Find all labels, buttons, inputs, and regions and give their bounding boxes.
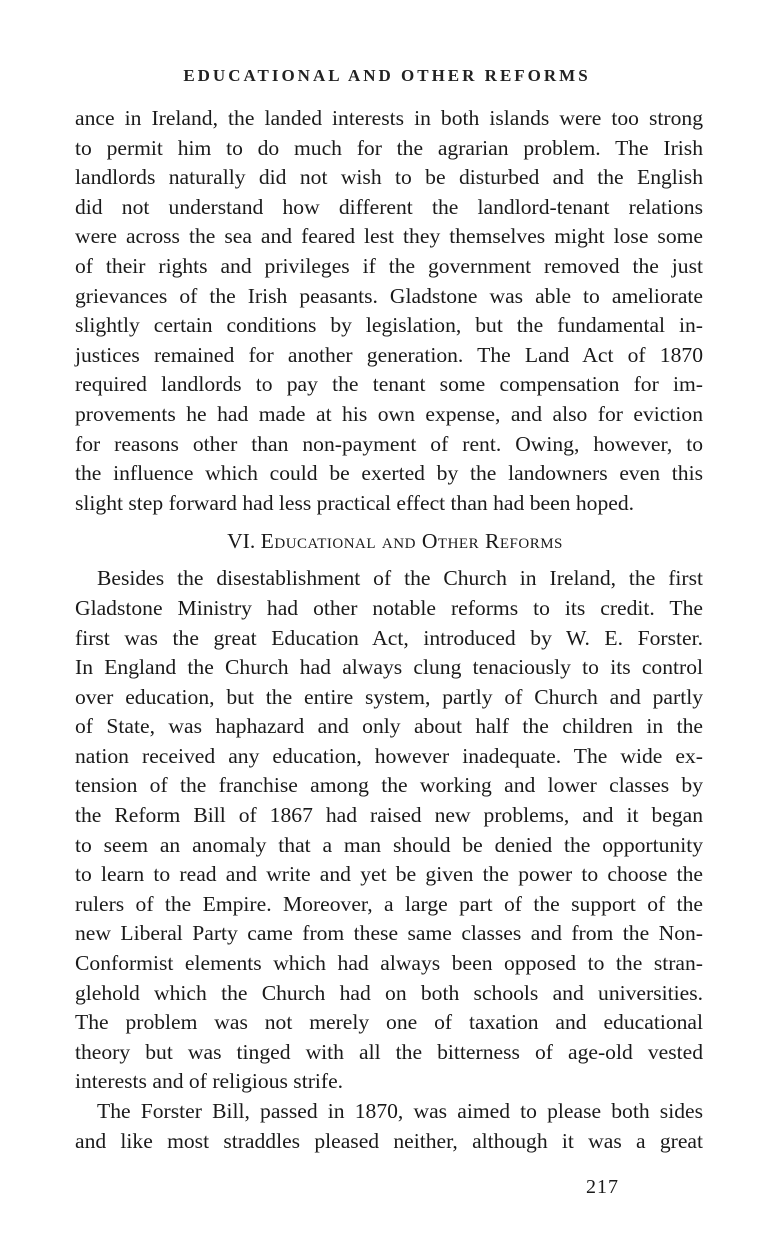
text-line: rulers of the Empire. Moreover, a large part of the support of the	[75, 891, 703, 916]
text-line: justices remained for another generation. The Land Act of 1870	[75, 342, 703, 367]
section-heading	[75, 518, 703, 564]
text-line: ance in Ireland, the landed interests in both islands were too strong	[75, 106, 703, 130]
text-line: grievances of the Irish peasants. Gladstone was able to ameliorate	[75, 283, 703, 308]
text-line: theory but was tinged with all the bitterness of age-old vested	[75, 1039, 703, 1064]
text-line: Conformist elements which had always been opposed to the stran-	[75, 951, 703, 976]
text-line: interests and of religious strife.	[75, 1069, 344, 1094]
text-line: required landlords to pay the tenant some compensation for im-	[75, 372, 703, 397]
text-line: the Reform Bill of 1867 had raised new problems, and it began	[75, 803, 703, 828]
text-line: first was the great Education Act, introduced by W. E. Forster.	[75, 625, 703, 650]
text-line: glehold which the Church had on both schools and universities.	[75, 980, 703, 1005]
text-line: the influence which could be exerted by the landowners even this	[75, 461, 703, 486]
text-line: new Liberal Party came from these same classes and from the Non-	[75, 921, 703, 946]
text-line: for reasons other than non-payment of rent. Owing, however, to	[75, 431, 703, 456]
text-line: Besides the disestablishment of the Church in Ireland, the first	[97, 566, 703, 591]
text-line: nation received any education, however inadequate. The wide ex-	[75, 743, 703, 768]
text-line: landlords naturally did not wish to be disturbed and the English	[75, 165, 703, 190]
text-line: did not understand how different the landlord-tenant relations	[75, 194, 703, 219]
text-line: to permit him to do much for the agrarian problem. The Irish	[75, 135, 703, 160]
paragraph-3	[75, 1097, 703, 1156]
paragraph-2	[75, 564, 703, 1097]
text-line: to seem an anomaly that a man should be denied the opportunity	[75, 832, 703, 857]
section-title: Educational and Other Reforms	[260, 529, 563, 554]
text-line: Gladstone Ministry had other notable reforms to its credit. The	[75, 595, 703, 620]
text-line: tension of the franchise among the working and lower classes by	[75, 773, 703, 798]
text-line: of their rights and privileges if the government removed the just	[75, 253, 703, 278]
text-line: over education, but the entire system, partly of Church and partly	[75, 684, 703, 709]
text-line: slightly certain conditions by legislation, but the fundamental in-	[75, 313, 703, 338]
text-line: to learn to read and write and yet be given the power to choose the	[75, 862, 703, 887]
paragraph-1	[75, 104, 703, 518]
text-line: The Forster Bill, passed in 1870, was aimed to please both sides	[97, 1099, 703, 1123]
text-line: and like most straddles pleased neither, although it was a great	[75, 1128, 703, 1153]
body-text	[75, 104, 703, 1156]
text-line: In England the Church had always clung tenaciously to its control	[75, 655, 703, 680]
text-line: The problem was not merely one of taxation and educational	[75, 1010, 703, 1035]
section-numeral: VI.	[227, 529, 256, 554]
text-line: were across the sea and feared lest they themselves might lose some	[75, 224, 703, 249]
page-number: 217	[586, 1176, 619, 1198]
text-line: slight step forward had less practical effect than had been hoped.	[75, 490, 635, 515]
text-line: of State, was haphazard and only about half the children in the	[75, 714, 703, 739]
running-head: EDUCATIONAL AND OTHER REFORMS	[183, 66, 591, 85]
text-line: provements he had made at his own expense, and also for eviction	[75, 401, 703, 426]
